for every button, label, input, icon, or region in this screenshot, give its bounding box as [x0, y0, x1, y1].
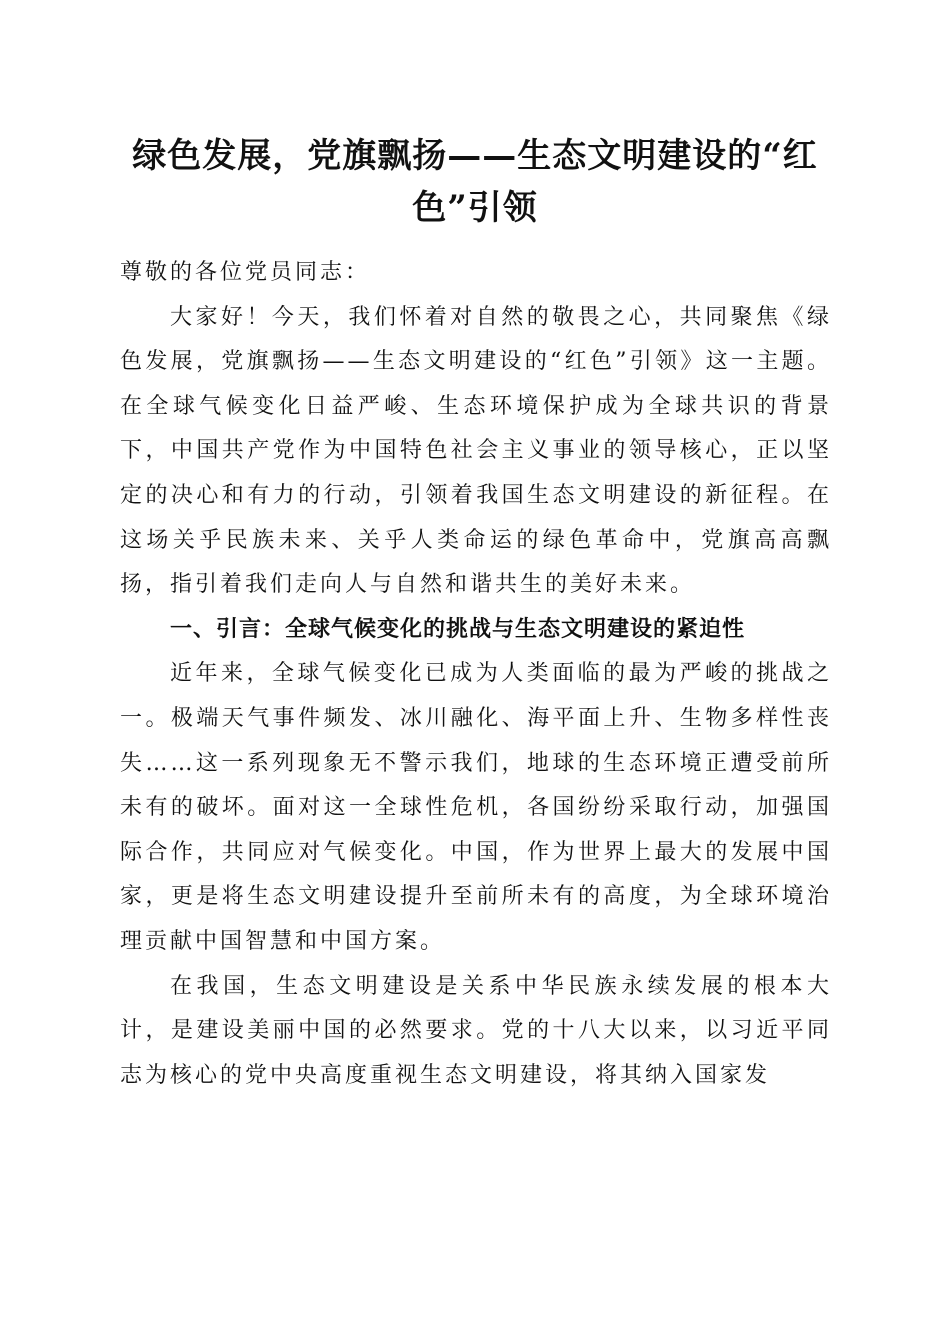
salutation: 尊敬的各位党员同志： — [120, 260, 371, 285]
paragraph-intro: 大家好！今天，我们怀着对自然的敬畏之心，共同聚焦《绿色发展，党旗飘扬——生态文明建设的“红色”引领》这一主题。在全球气候变化日益严峻、生态环境保护成为全球共识的背景下，中国共产党作为中国特色社会主义事业的领导核心，正以坚定的决心和有力的行动，引领着我国生态文明建设的新征程。在这场关乎民族未来、关乎人类命运的绿色革命中，党旗高高飘扬，指引着我们走向人与自然和谐共生的美好未来。 — [120, 304, 832, 598]
section-heading: 一、引言：全球气候变化的挑战与生态文明建设的紧迫性 — [170, 616, 746, 642]
document-title: 绿色发展，党旗飘扬——生态文明建设的“红色”引领 — [132, 136, 818, 228]
document-body — [120, 251, 832, 1098]
paragraph-ecological-civilization: 在我国，生态文明建设是关系中华民族永续发展的根本大计，是建设美丽中国的必然要求。党的十八大以来，以习近平同志为核心的党中央高度重视生态文明建设，将其纳入国家发 — [120, 973, 832, 1088]
paragraph-climate-challenge: 近年来，全球气候变化已成为人类面临的最为严峻的挑战之一。极端天气事件频发、冰川融化、海平面上升、生物多样性丧失……这一系列现象无不警示我们，地球的生态环境正遭受前所未有的破坏。面对这一全球性危机，各国纷纷采取行动，加强国际合作，共同应对气候变化。中国，作为世界上最大的发展中国家，更是将生态文明建设提升至前所未有的高度，为全球环境治理贡献中国智慧和中国方案。 — [120, 661, 832, 954]
